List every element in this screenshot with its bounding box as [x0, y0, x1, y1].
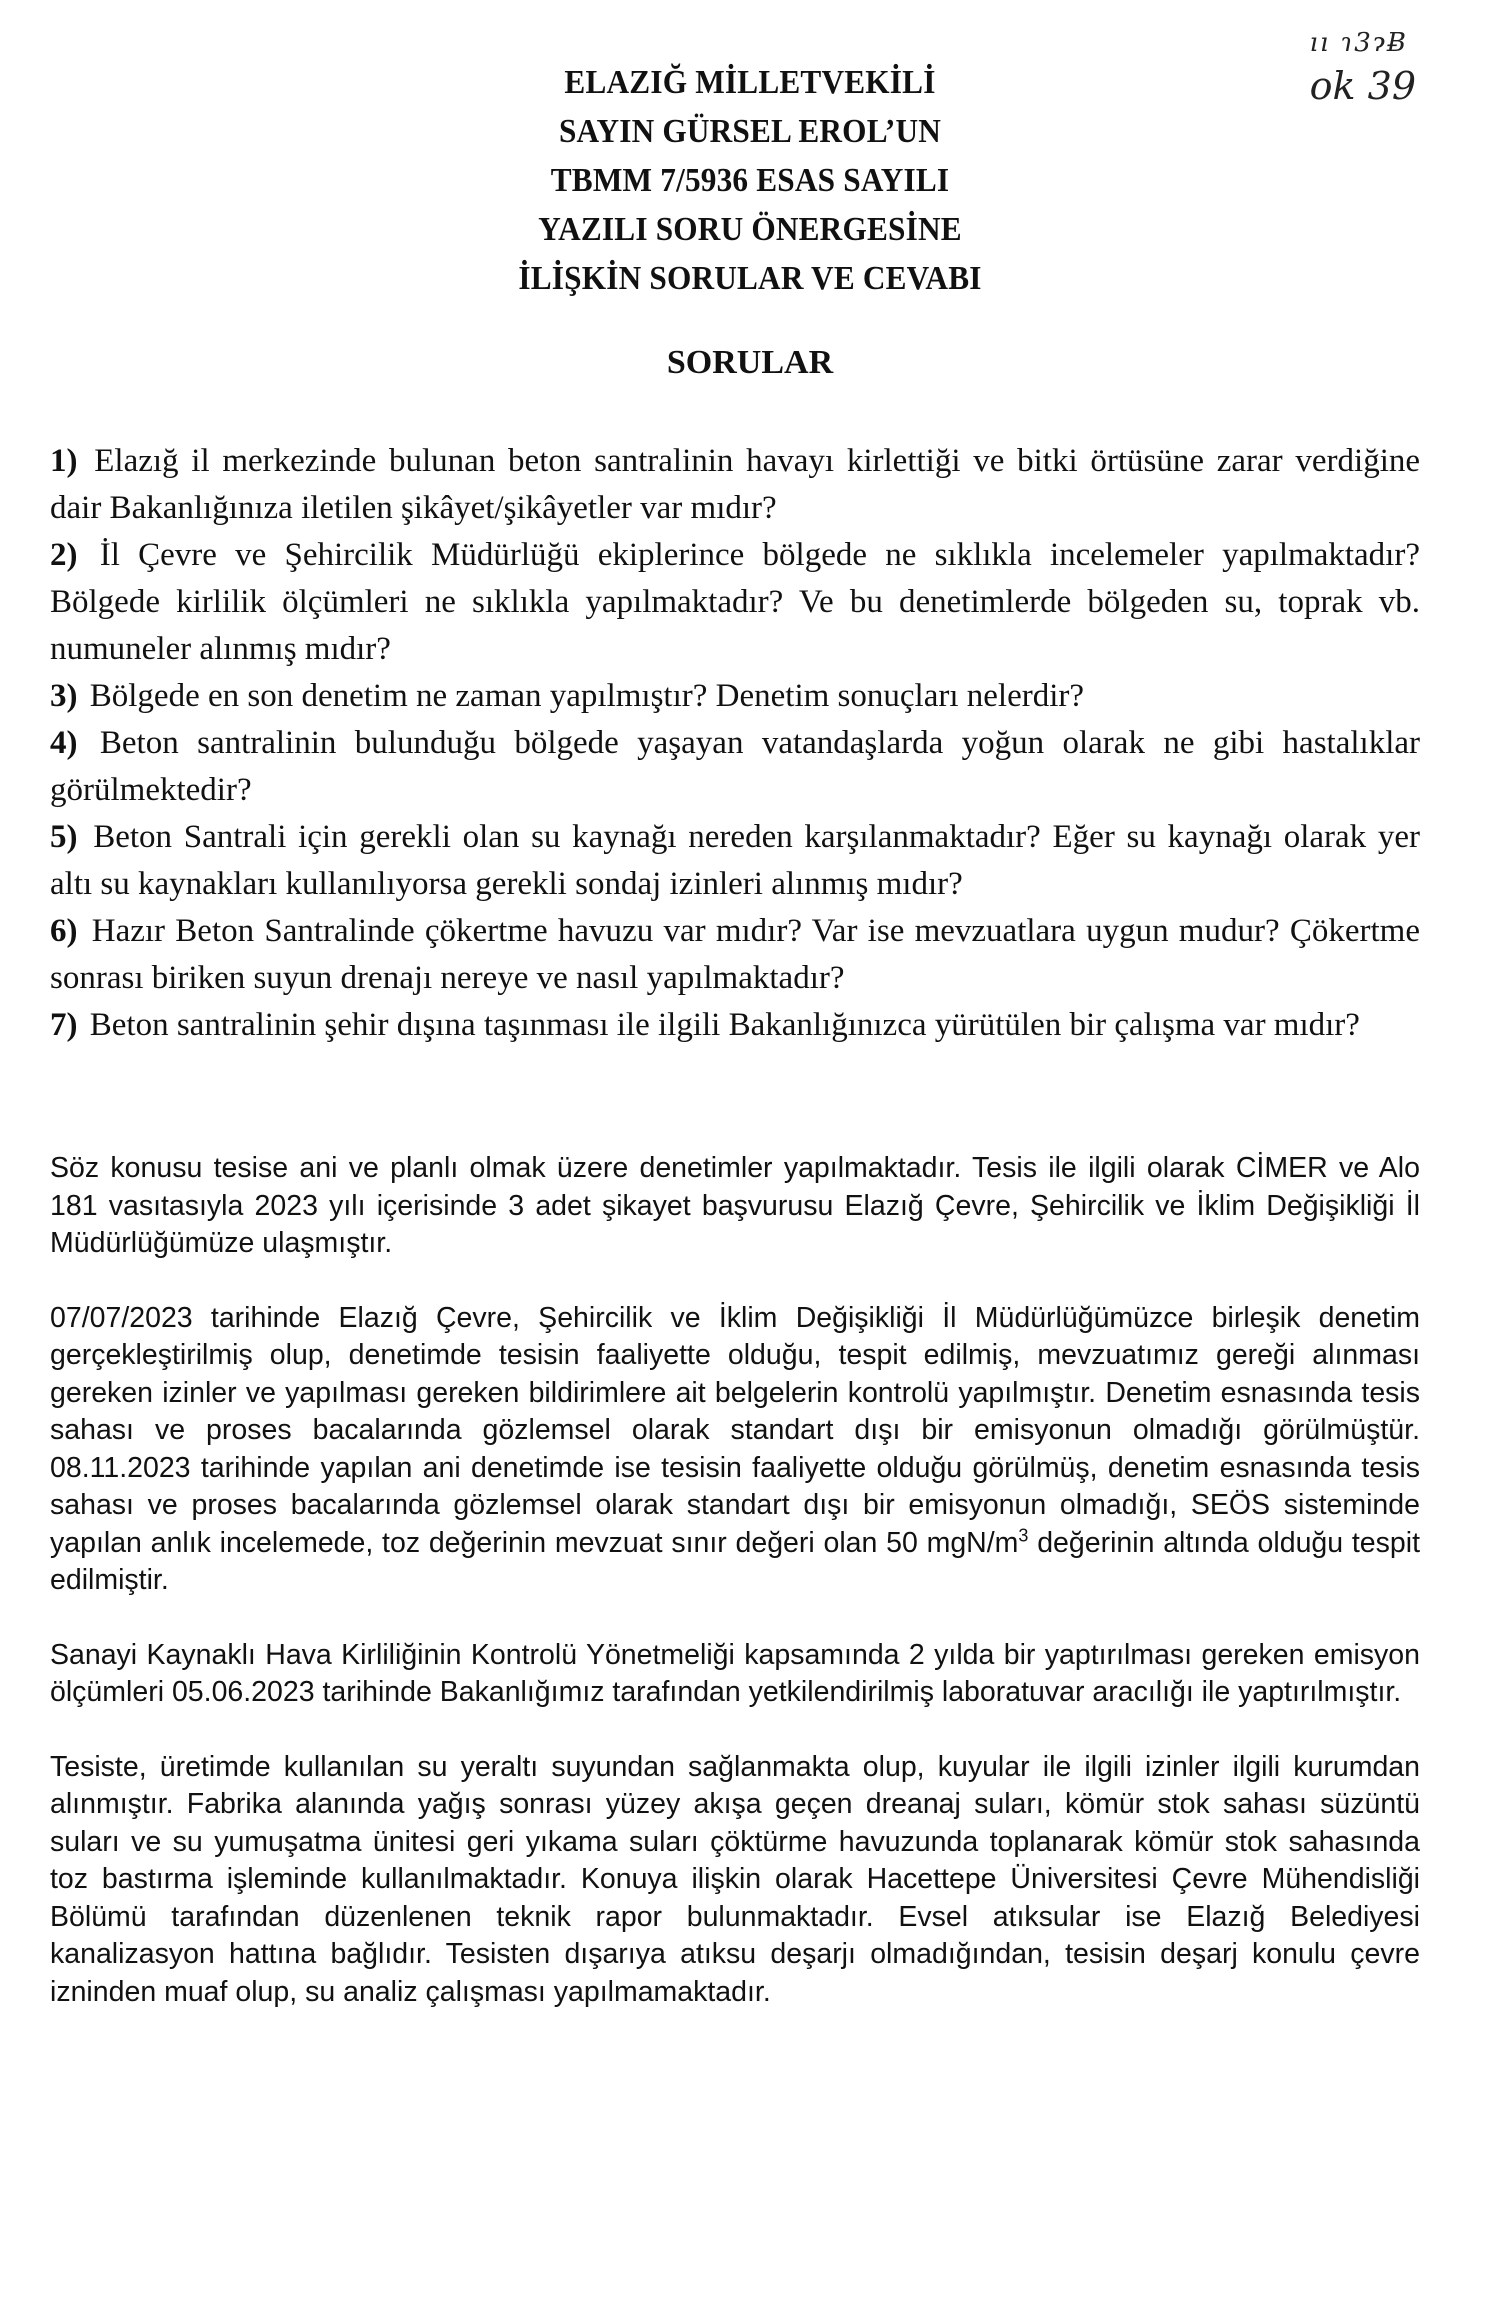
question-text: Elazığ il merkezinde bulunan beton santralinin havayı kirlettiği ve bitki örtüsüne zarar verdiğine dair Bakanlığınıza iletilen şikâyet/şikâyetler var mıdır?	[50, 443, 1421, 526]
question-text: İl Çevre ve Şehircilik Müdürlüğü ekiplerince bölgede ne sıklıkla incelemeler yapılmaktadır? Bölgede kirlilik ölçümleri ne sıklıkla yapılmaktadır? Ve bu denetimlerde bölgeden su, toprak vb. numuneler alınmış mıdır?	[50, 537, 1420, 667]
question-text: Beton santralinin bulunduğu bölgede yaşayan vatandaşlarda yoğun olarak ne gibi hastalıklar görülmektedir?	[50, 725, 1421, 808]
answer-text: değerinin altında olduğu tespit edilmiştir.	[50, 1526, 1421, 1596]
questions-list	[50, 438, 1420, 1049]
question-item	[50, 532, 1420, 673]
question-text: Bölgede en son denetim ne zaman yapılmıştır? Denetim sonuçları nelerdir?	[89, 678, 1085, 714]
question-number: 7)	[50, 1007, 78, 1043]
handwritten-note-page: ok 39	[1309, 64, 1416, 108]
question-item	[50, 908, 1420, 1002]
question-number: 2)	[50, 537, 78, 573]
question-item	[50, 720, 1420, 814]
question-number: 3)	[50, 678, 78, 714]
question-number: 1)	[50, 443, 78, 479]
header-line: TBMM 7/5936 ESAS SAYILI	[550, 162, 950, 199]
question-number: 6)	[50, 913, 78, 949]
question-item	[50, 673, 1420, 720]
handwritten-note-top: ıı ɿ3ɂɃ	[1309, 28, 1408, 58]
question-text: Beton Santrali için gerekli olan su kaynağı nereden karşılanmaktadır? Eğer su kaynağı olarak yer altı su kaynakları kullanılıyorsa gerekli sondaj izinleri alınmış mıdır?	[50, 819, 1420, 902]
answer-paragraph: Söz konusu tesise ani ve planlı olmak üzere denetimler yapılmaktadır. Tesis ile ilgili olarak CİMER ve Alo 181 vasıtasıyla 2023 yılı içerisinde 3 adet şikayet başvurusu Elazığ Çevre, Şehircilik ve İklim Değişikliği İl Müdürlüğümüze ulaşmıştır.	[50, 1152, 1420, 1259]
section-title: SORULAR	[666, 344, 834, 381]
question-text: Hazır Beton Santralinde çökertme havuzu var mıdır? Var ise mevzuatlara uygun mudur? Çökertme sonrası biriken suyun drenajı nereye ve nasıl yapılmaktadır?	[50, 913, 1420, 996]
question-number: 5)	[50, 819, 78, 855]
document-header	[300, 58, 1200, 303]
header-line: SAYIN GÜRSEL EROL’UN	[558, 113, 942, 150]
answer-paragraph: Tesiste, üretimde kullanılan su yeraltı suyundan sağlanmakta olup, kuyular ile ilgili izinler ilgili kurumdan alınmıştır. Fabrika alanında yağış sonrası yüzey akışa geçen dreanaj suları, kömür stok sahası süzüntü suları ve su yumuşatma ünitesi geri yıkama suları çöktürme havuzunda toplanarak kömür stok sahasında toz bastırma işleminde kullanılmaktadır. Konuya ilişkin olarak Hacettepe Üniversitesi Çevre Mühendisliği Bölümü tarafından düzenlenen teknik rapor bulunmaktadır. Evsel atıksular ise Elazığ Belediyesi kanalizasyon hattına bağlıdır. Tesisten dışarıya atıksu deşarjı olmadığından, tesisin deşarj konulu çevre izninden muaf olup, su analiz çalışması yapılmamaktadır.	[50, 1750, 1420, 2008]
question-item	[50, 814, 1420, 908]
question-item	[50, 438, 1420, 532]
question-item	[50, 1002, 1420, 1049]
answer-section	[50, 1150, 1420, 2048]
answer-paragraph: Sanayi Kaynaklı Hava Kirliliğinin Kontrolü Yönetmeliği kapsamında 2 yılda bir yaptırılması gereken emisyon ölçümleri 05.06.2023 tarihinde Bakanlığımız tarafından yetkilendirilmiş laboratuvar aracılığı ile yaptırılmıştır.	[50, 1638, 1420, 1708]
header-line: YAZILI SORU ÖNERGESİNE	[538, 211, 962, 248]
header-line: ELAZIĞ MİLLETVEKİLİ	[564, 64, 936, 101]
question-number: 4)	[50, 725, 78, 761]
answer-text: 07/07/2023 tarihinde Elazığ Çevre, Şehircilik ve İklim Değişikliği İl Müdürlüğümüzce birleşik denetim gerçekleştirilmiş olup, denetimde tesisin faaliyette olduğu, tespit edilmiş, mevzuatımız gereği alınması gereken izinler ve yapılması gereken bildirimlere ait belgelerin kontrolü yapılmıştır. Denetim esnasında tesis sahası ve proses bacalarında gözlemsel olarak standart dışı bir emisyonun olmadığı görülmüştür. 08.11.2023 tarihinde yapılan ani denetimde ise tesisin faaliyette olduğu görülmüş, denetim esnasında tesis sahası ve proses bacalarında gözlemsel olarak standart dışı bir emisyonun olmadığı, SEÖS sisteminde yapılan anlık incelemede, toz değerinin mevzuat sınır değeri olan 50 mgN/m	[50, 1301, 1420, 1559]
answer-paragraph	[50, 1300, 1420, 1600]
question-text: Beton santralinin şehir dışına taşınması ile ilgili Bakanlığınızca yürütülen bir çalışma var mıdır?	[89, 1007, 1360, 1043]
header-line: İLİŞKİN SORULAR VE CEVABI	[518, 260, 982, 297]
unit-superscript: 3	[1018, 1525, 1029, 1545]
